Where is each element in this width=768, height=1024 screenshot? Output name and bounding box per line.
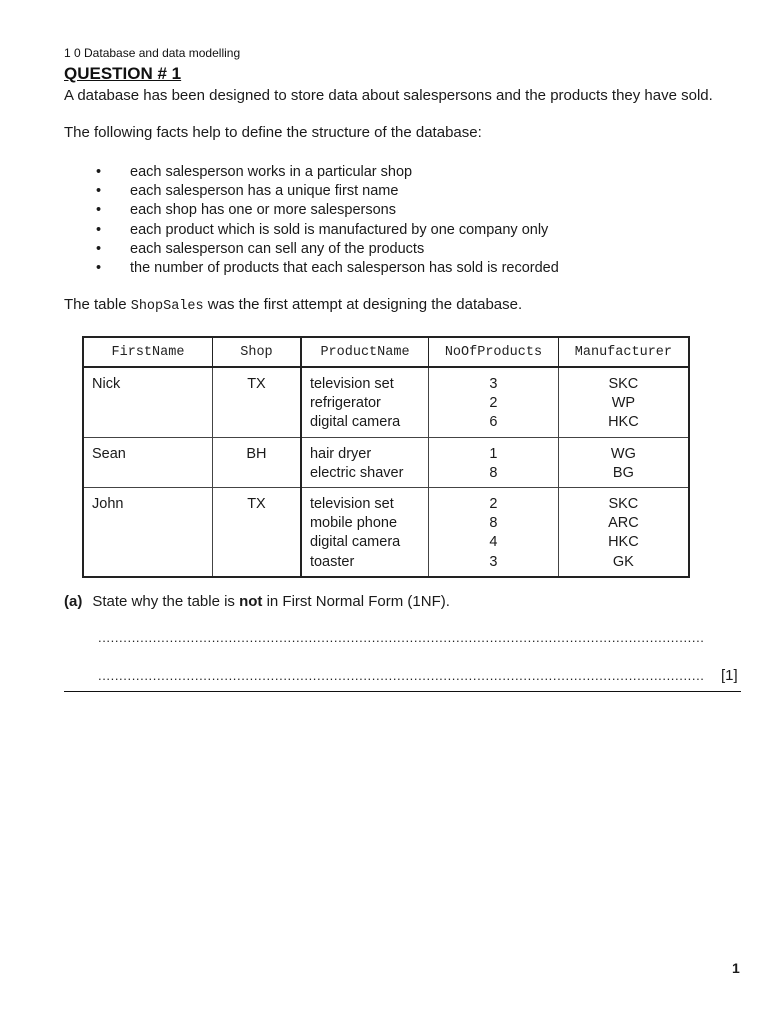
bullet-icon: • — [96, 164, 102, 180]
page-number: 1 — [732, 960, 740, 976]
manufacturer: ARC — [608, 515, 639, 532]
bullet-icon: • — [96, 183, 102, 200]
facts-intro: The following facts help to define the structure of the database: — [64, 124, 482, 141]
bullet-icon: • — [96, 240, 102, 257]
manufacturer: WP — [611, 395, 636, 412]
list-item — [96, 163, 559, 182]
manufacturer: BG — [612, 464, 634, 481]
product-count: 3 — [489, 553, 498, 570]
list-item — [96, 259, 559, 278]
product-name: electric shaver — [309, 464, 404, 481]
product-count: 3 — [489, 376, 498, 392]
list-item — [96, 201, 559, 220]
cell-products — [301, 367, 429, 437]
cell-shop: TX — [212, 367, 301, 437]
product-count: 2 — [489, 496, 498, 513]
fact-text: each salesperson works in a particular shop — [130, 164, 413, 180]
header-shop: Shop — [212, 337, 301, 367]
part-a-text-bold: not — [239, 593, 263, 610]
manufacturer: SKC — [608, 376, 639, 392]
product-count: 1 — [489, 445, 498, 462]
manufacturer: HKC — [608, 534, 639, 551]
cell-firstname: John — [83, 488, 212, 577]
cell-counts — [429, 488, 559, 577]
part-a-text-before: State why the table is — [92, 593, 240, 610]
product-count: 6 — [489, 414, 498, 431]
bullet-icon: • — [96, 260, 102, 277]
table-intro-before: The table — [64, 296, 131, 313]
header-noofproducts: NoOfProducts — [429, 337, 559, 367]
shopsales-table — [82, 336, 690, 578]
product-name: hair dryer — [309, 445, 372, 462]
product-count: 8 — [489, 464, 498, 481]
table-name: ShopSales — [130, 299, 204, 314]
cell-products — [301, 437, 429, 487]
cell-manufacturers — [558, 367, 689, 437]
cell-manufacturers — [558, 437, 689, 487]
manufacturer: HKC — [608, 414, 639, 431]
product-name: mobile phone — [309, 515, 398, 532]
table-row — [83, 367, 689, 437]
list-item — [96, 221, 559, 240]
section-header: 1 0 Database and data modelling — [64, 46, 241, 60]
question-intro: A database has been designed to store data about salespersons and the products they have sold. — [64, 87, 713, 104]
bullet-icon: • — [96, 221, 102, 238]
part-a-text-after: in First Normal Form (1NF). — [262, 593, 450, 610]
bullet-icon: • — [96, 202, 102, 219]
header-productname: ProductName — [301, 337, 429, 367]
cell-firstname: Nick — [83, 367, 212, 437]
part-a-label: (a) — [64, 593, 83, 610]
fact-text: each shop has one or more salespersons — [130, 202, 396, 219]
part-a-question — [64, 593, 450, 610]
fact-text: each salesperson can sell any of the products — [130, 240, 425, 257]
divider — [64, 691, 741, 692]
manufacturer: SKC — [608, 496, 639, 513]
fact-text: each product which is sold is manufactured by one company only — [130, 221, 549, 238]
product-name: toaster — [309, 553, 355, 570]
product-count: 4 — [489, 534, 498, 551]
list-item — [96, 240, 559, 259]
table-header-row — [83, 337, 689, 367]
cell-manufacturers — [558, 488, 689, 577]
product-name: digital camera — [309, 414, 401, 431]
header-firstname: FirstName — [83, 337, 212, 367]
manufacturer: WG — [610, 445, 636, 462]
cell-shop: BH — [212, 437, 301, 487]
product-name: television set — [309, 376, 394, 392]
fact-text: the number of products that each salesperson has sold is recorded — [130, 260, 559, 277]
cell-firstname: Sean — [83, 437, 212, 487]
cell-counts — [429, 367, 559, 437]
cell-shop: TX — [212, 488, 301, 577]
cell-counts — [429, 437, 559, 487]
table-intro-after: was the first attempt at designing the database. — [203, 296, 523, 313]
answer-line-2[interactable]: ................................................................................................................................................ — [98, 668, 705, 683]
question-title: QUESTION # 1 — [64, 64, 182, 83]
facts-list — [96, 163, 559, 278]
list-item — [96, 182, 559, 201]
header-manufacturer: Manufacturer — [558, 337, 689, 367]
fact-text: each salesperson has a unique first name — [130, 183, 399, 200]
answer-line-1[interactable]: ................................................................................................................................................ — [98, 630, 705, 645]
product-name: refrigerator — [309, 395, 381, 412]
product-name: digital camera — [309, 534, 401, 551]
product-count: 8 — [489, 515, 498, 532]
table-intro — [64, 296, 522, 314]
mark-allocation: [1] — [721, 667, 738, 684]
cell-products — [301, 488, 429, 577]
product-count: 2 — [489, 395, 498, 412]
table-row — [83, 437, 689, 487]
manufacturer: GK — [612, 553, 634, 570]
table-row — [83, 488, 689, 577]
product-name: television set — [309, 496, 394, 513]
